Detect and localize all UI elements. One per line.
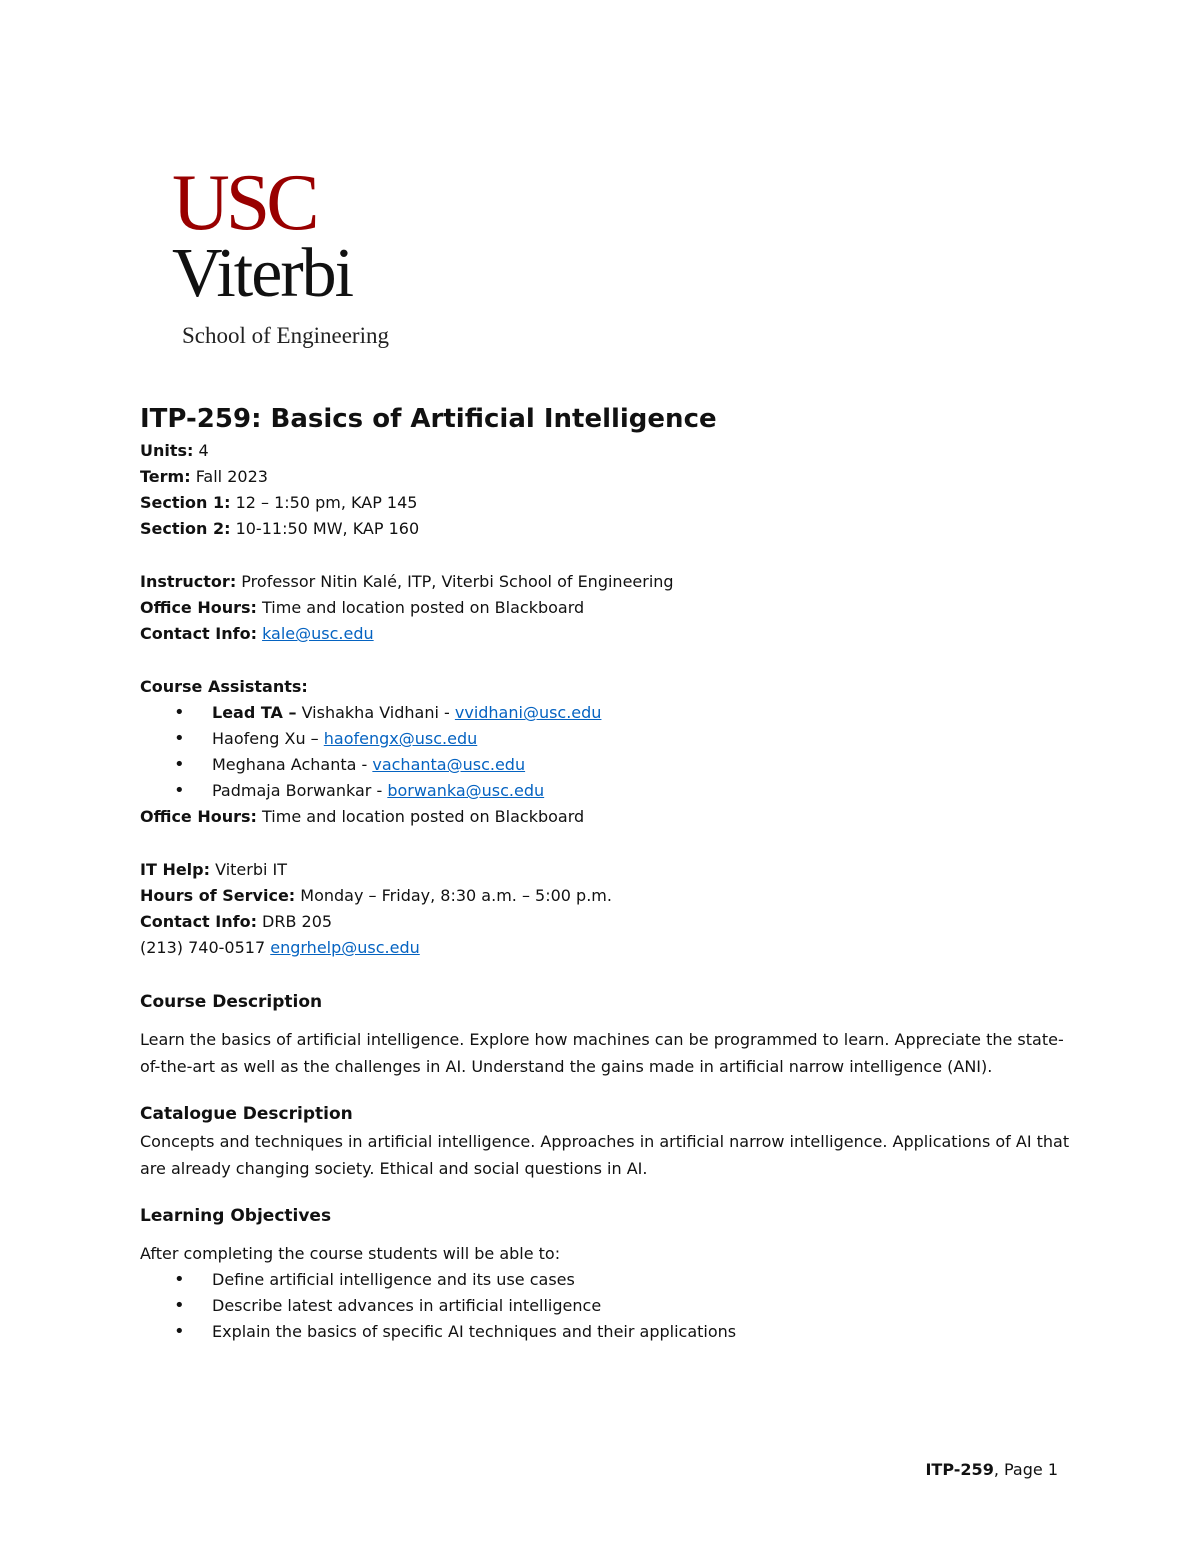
hours-of-service-label: Hours of Service:: [140, 886, 296, 905]
catalogue-description-heading: Catalogue Description: [140, 1104, 353, 1124]
units-label: Units:: [140, 441, 194, 460]
assistants-list: [140, 700, 1080, 804]
it-phone: (213) 740-0517: [140, 938, 271, 957]
page-footer: [925, 1458, 1058, 1482]
list-item: [212, 778, 1080, 804]
term-label: Term:: [140, 467, 191, 486]
logo-usc-text: USC: [172, 159, 316, 247]
list-item: [212, 752, 1080, 778]
it-email-link[interactable]: engrhelp@usc.edu: [270, 938, 420, 957]
ta-email-link[interactable]: vachanta@usc.edu: [372, 755, 526, 774]
logo-viterbi-text: Viterbi: [172, 235, 353, 312]
footer-page-number: , Page 1: [993, 1460, 1058, 1479]
course-description-heading: Course Description: [140, 992, 323, 1012]
ta-name: Meghana Achanta -: [212, 755, 373, 774]
it-contact-value: DRB 205: [256, 912, 333, 931]
units-line: [140, 438, 1080, 464]
instructor-email-link[interactable]: kale@usc.edu: [262, 624, 374, 643]
lead-ta-name: Vishakha Vidhani -: [296, 703, 455, 722]
office-hours-label: Office Hours:: [140, 598, 257, 617]
ta-email-link[interactable]: borwanka@usc.edu: [387, 781, 545, 800]
office-hours-value: Time and location posted on Blackboard: [256, 598, 585, 617]
list-item: [212, 700, 1080, 726]
ta-office-hours-label: Office Hours:: [140, 807, 257, 826]
instructor-line: [140, 569, 1080, 595]
office-hours-line: [140, 595, 1080, 621]
section2-value: 10-11:50 MW, KAP 160: [230, 519, 420, 538]
learning-objectives-intro: After completing the course students will be able to:: [140, 1244, 561, 1263]
learning-objectives-heading: Learning Objectives: [140, 1206, 332, 1226]
it-contact-label: Contact Info:: [140, 912, 257, 931]
ta-email-link[interactable]: haofengx@usc.edu: [323, 729, 478, 748]
section1-line: [140, 490, 1080, 516]
syllabus-content: [140, 402, 1080, 1345]
term-line: [140, 464, 1080, 490]
ta-name: Haofeng Xu –: [212, 729, 324, 748]
list-item: [212, 726, 1080, 752]
section1-value: 12 – 1:50 pm, KAP 145: [230, 493, 418, 512]
section1-label: Section 1:: [140, 493, 231, 512]
units-value: 4: [193, 441, 209, 460]
list-item: • Explain the basics of specific AI techniques and their applications: [212, 1319, 1080, 1345]
it-help-value: Viterbi IT: [210, 860, 288, 879]
it-phone-line: [140, 935, 1080, 961]
contact-info-line: [140, 621, 1080, 647]
list-item: • Define artificial intelligence and its use cases: [212, 1267, 1080, 1293]
section2-line: [140, 516, 1080, 542]
it-help-line: [140, 857, 1080, 883]
hours-of-service-value: Monday – Friday, 8:30 a.m. – 5:00 p.m.: [295, 886, 612, 905]
contact-info-label: Contact Info:: [140, 624, 257, 643]
logo-school-text: School of Engineering: [182, 323, 389, 348]
ta-office-hours-line: [140, 804, 1080, 830]
it-help-label: IT Help:: [140, 860, 211, 879]
instructor-label: Instructor:: [140, 572, 237, 591]
term-value: Fall 2023: [190, 467, 268, 486]
usc-viterbi-logo: [172, 159, 389, 350]
section2-label: Section 2:: [140, 519, 231, 538]
ta-office-hours-value: Time and location posted on Blackboard: [256, 807, 585, 826]
it-contact-line: [140, 909, 1080, 935]
hours-of-service-line: [140, 883, 1080, 909]
lead-ta-email-link[interactable]: vvidhani@usc.edu: [454, 703, 602, 722]
objectives-list: [140, 1267, 1080, 1345]
list-item: • Describe latest advances in artificial intelligence: [212, 1293, 1080, 1319]
course-description-text: Learn the basics of artificial intelligence. Explore how machines can be programmed to learn. Appreciate the state-of-the-art as well as the challenges in AI. Understand the gains made in artificial narrow intelligence (ANI).: [140, 1030, 1064, 1076]
page-title: ITP-259: Basics of Artificial Intelligence: [140, 404, 717, 434]
catalogue-description-text: Concepts and techniques in artificial intelligence. Approaches in artificial narrow intelligence. Applications of AI that are already changing society. Ethical and social questions in AI.: [140, 1132, 1070, 1178]
instructor-value: Professor Nitin Kalé, ITP, Viterbi School of Engineering: [236, 572, 674, 591]
lead-ta-label: Lead TA –: [212, 703, 297, 722]
course-assistants-heading: Course Assistants:: [140, 677, 308, 696]
ta-name: Padmaja Borwankar -: [212, 781, 388, 800]
footer-course: ITP-259: [925, 1460, 994, 1479]
